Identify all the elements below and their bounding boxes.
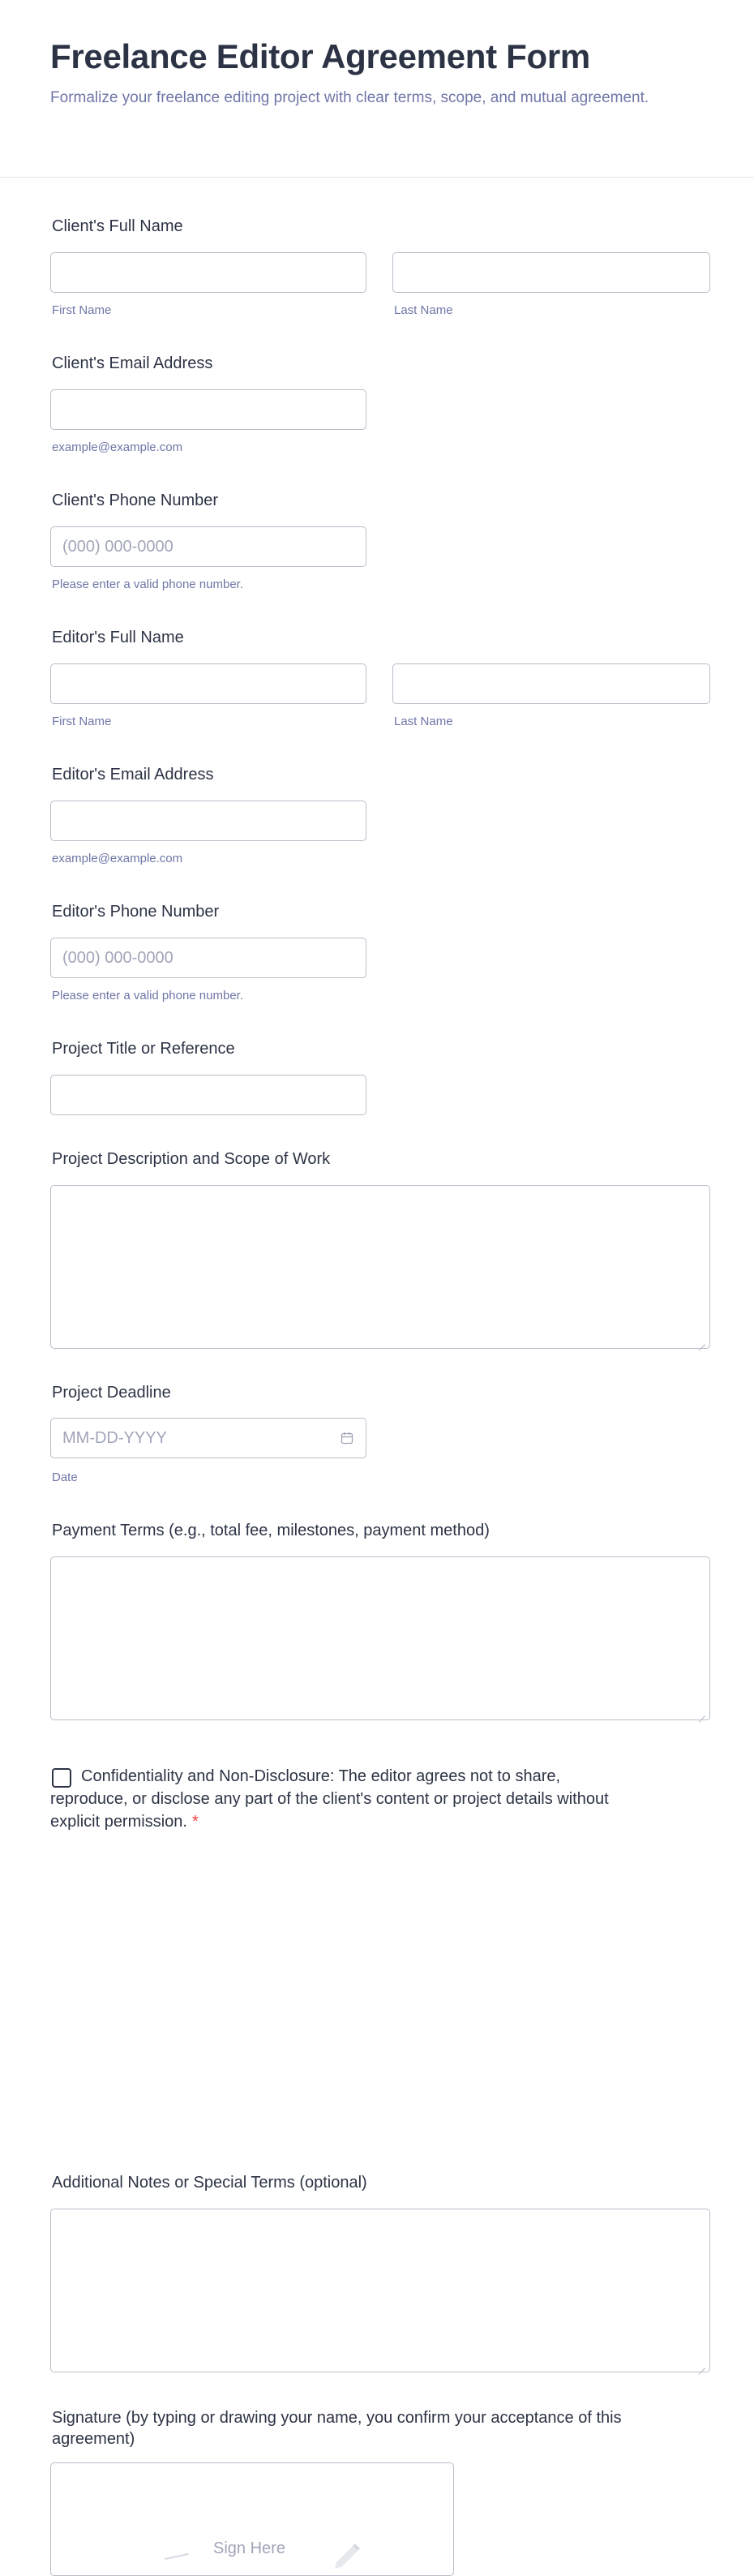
payment-terms-label: Payment Terms (e.g., total fee, milestones, payment method) <box>52 1522 490 1539</box>
editor-email-label: Editor's Email Address <box>52 766 214 784</box>
signature-stroke-decoration <box>165 2553 189 2560</box>
confidentiality-label <box>50 1765 610 1833</box>
editor-last-name-input[interactable] <box>392 663 710 704</box>
client-last-name-input[interactable] <box>392 252 710 293</box>
client-last-name-sublabel: Last Name <box>394 303 453 317</box>
client-email-sublabel: example@example.com <box>52 440 183 454</box>
editor-email-sublabel: example@example.com <box>52 852 183 865</box>
project-title-label: Project Title or Reference <box>52 1040 235 1058</box>
editor-name-label: Editor's Full Name <box>52 629 184 646</box>
signature-placeholder: Sign Here <box>213 2540 285 2557</box>
project-deadline-field[interactable] <box>50 1418 366 1458</box>
pen-icon <box>332 2538 364 2570</box>
client-email-label: Client's Email Address <box>52 354 213 372</box>
client-name-label: Client's Full Name <box>52 217 183 235</box>
client-first-name-sublabel: First Name <box>52 303 112 317</box>
client-email-input[interactable] <box>50 389 366 430</box>
page-title: Freelance Editor Agreement Form <box>50 37 590 75</box>
resize-handle-icon[interactable] <box>697 1708 705 1716</box>
editor-last-name-sublabel: Last Name <box>394 715 453 728</box>
signature-pad[interactable] <box>50 2462 454 2576</box>
form-subtitle: Formalize your freelance editing project with clear terms, scope, and mutual agreement. <box>50 89 649 106</box>
form-header <box>0 0 754 178</box>
editor-email-input[interactable] <box>50 801 366 841</box>
payment-terms-textarea[interactable] <box>50 1556 710 1720</box>
editor-phone-label: Editor's Phone Number <box>52 903 220 921</box>
required-marker: * <box>191 1813 199 1831</box>
calendar-icon[interactable] <box>341 1432 353 1445</box>
editor-first-name-sublabel: First Name <box>52 715 112 728</box>
resize-handle-icon[interactable] <box>697 1337 705 1345</box>
additional-notes-label: Additional Notes or Special Terms (optional) <box>52 2174 367 2192</box>
editor-phone-input[interactable] <box>50 938 366 978</box>
client-first-name-input[interactable] <box>50 252 366 293</box>
client-phone-sublabel: Please enter a valid phone number. <box>52 577 243 591</box>
project-description-label: Project Description and Scope of Work <box>52 1150 331 1168</box>
project-title-input[interactable] <box>50 1075 366 1115</box>
project-deadline-label: Project Deadline <box>52 1384 171 1402</box>
confidentiality-text: Confidentiality and Non-Disclosure: The editor agrees not to share, reproduce, or disclose any part of the client's content or project details without explicit permission. <box>50 1767 609 1831</box>
signature-label: Signature (by typing or drawing your name, you confirm your acceptance of this agreement) <box>52 2409 622 2448</box>
project-deadline-sublabel: Date <box>52 1470 78 1484</box>
resize-handle-icon[interactable] <box>697 2360 705 2368</box>
client-phone-input[interactable] <box>50 526 366 567</box>
project-description-textarea[interactable] <box>50 1185 710 1349</box>
editor-phone-sublabel: Please enter a valid phone number. <box>52 989 243 1002</box>
project-deadline-input[interactable] <box>50 1418 366 1458</box>
client-phone-label: Client's Phone Number <box>52 492 219 509</box>
editor-first-name-input[interactable] <box>50 663 366 704</box>
additional-notes-textarea[interactable] <box>50 2209 710 2372</box>
